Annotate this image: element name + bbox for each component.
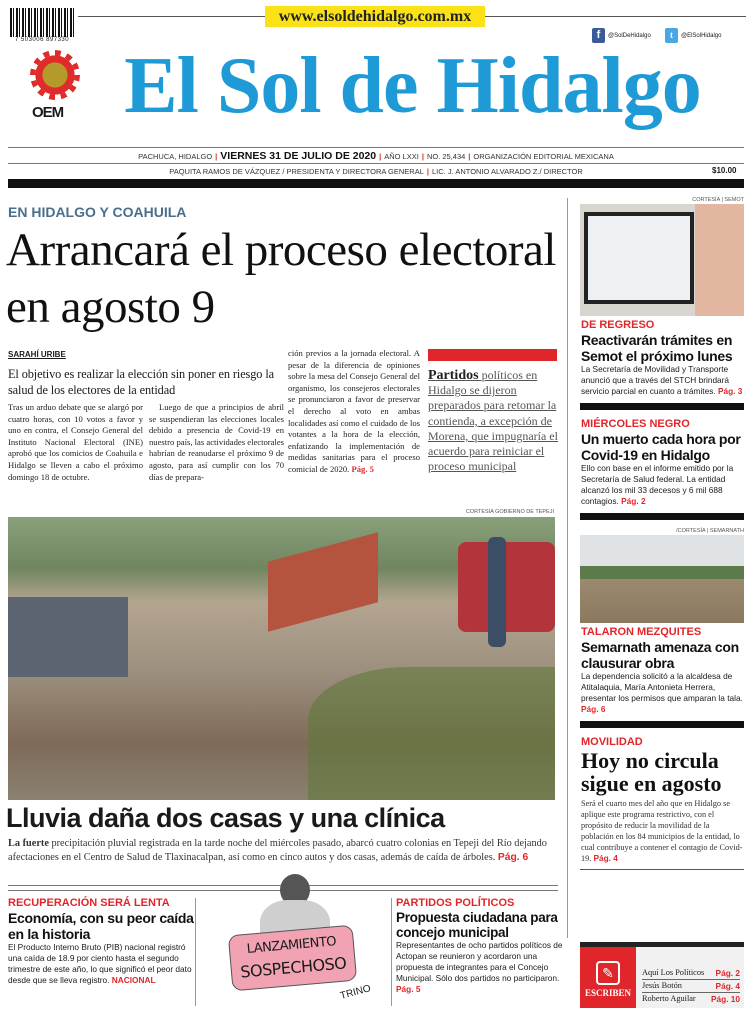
divider [8,147,744,148]
facebook-icon: f [592,28,605,43]
website-url[interactable]: www.elsoldehidalgo.com.mx [265,6,485,27]
sun-logo-icon [30,50,80,100]
black-bar [580,513,744,520]
flood-photo[interactable] [8,517,555,800]
divider [580,869,744,870]
semarnath-photo[interactable] [580,535,744,623]
story-propuesta: PARTIDOS POLÍTICOS Propuesta ciudadana para concejo municipal Representantes de ocho partidos políticos de Actopan se reunieron y acordaron una propuesta de integrantes para el Concejo Municipal. Sólo dos partidos no participaron. Pág. 5 [396,897,563,994]
lead-left-block [8,349,284,483]
lead-column-1: Tras un arduo debate que se alargó por cuatro horas, con 10 votos a favor y uno en contra, el Consejo General del Instituto Nacional Electoral (INE) aprobó que los comicios de Coahuila e Hidalgo se lleven a cabo el próximo domingo 18 de octubre. [8,402,143,482]
price: $10.00 [712,166,737,175]
sidebar-partidos[interactable]: Partidos políticos en Hidalgo se dijeron preparados para retomar la contienda, a excepción de Morena, que impugnaría el acuerdo para reiniciar el proceso municipal [428,368,558,474]
story-covid: MIÉRCOLES NEGRO Un muerto cada hora por Covid-19 en Hidalgo Ello con base en el informe emitido por la Secretaría de Salud federal. La entidad alcanzó los mil 33 decesos y 6 mil 688 contagios. Pág. 2 [581,418,741,506]
facebook-handle[interactable]: f @SolDeHidalgo [592,28,651,43]
newspaper-title: El Sol de Hidalgo [124,42,701,130]
cartoon-banner: LANZAMIENTO SOSPECHOSO [228,925,357,992]
photo-headline[interactable]: Lluvia daña dos casas y una clínica [6,803,445,833]
photo-caption: La fuerte precipitación pluvial registrada en la tarde noche del miércoles pasado, abarcó cuatro colonias en Tepeji del Río dejando afectaciones en el Centro de Salud de Tlaxinacalpan, así como en cinco autos y dos casas, además de caída de árboles. Pág. 6 [8,838,547,863]
page-ref[interactable]: Pág. 5 [351,463,374,474]
divider [8,163,744,164]
cartoon [200,872,390,1006]
twitter-icon: t [665,28,678,43]
photo-credit: /CORTESÍA | SEMARNATH [676,528,744,534]
lead-column-3: ción previos a la jornada electoral. A pesar de la diferencia de opiniones sobre la mesa del Consejo General del organismo, los consejeros electorales se pronunciaron a favor de preservar el derecho al voto en ambas localidades así como el cuidado de los votantes a la hora de la elección, enfatizando la implementación de medidas sanitarias para el proceso comicial de 2020. Pág. 5 [288,348,420,474]
brick-wall [268,532,378,631]
divider [195,898,196,1006]
story-economia: RECUPERACIÓN SERÁ LENTA Economía, con su peor caída en la historia El Producto Interno Bruto (PIB) nacional registró una caída de 18.9 por ciento hasta el segundo trimestre de este año, lo que significó el peor dato desde que se lleva registro. NACIONAL [8,897,194,985]
lead-headline[interactable]: Arrancará el proceso electoral en agosto 9 [6,224,556,333]
stone-wall [8,597,128,677]
sidebar-red-bar [428,349,557,361]
red-car [458,542,555,632]
columnists-list [642,967,740,1005]
divider [391,898,392,1006]
info-row: PACHUCA, HIDALGO | VIERNES 31 DE JULIO DE 2020 | AÑO LXXI | NO. 25,434 | ORGANIZACIÓN EDITORIAL MEXICANA [138,150,614,162]
staff-row: PAQUITA RAMOS DE VÁZQUEZ / PRESIDENTA Y DIRECTORA GENERAL | LIC. J. ANTONIO ALVARADO Z./ DIRECTOR [169,167,583,176]
black-bar [580,403,744,410]
cartoon-signature: TRINO [339,983,373,1002]
story-hoy-no-circula: MOVILIDAD Hoy no circula sigue en agosto Será el cuarto mes del año que en Hidalgo se aplique este programa restrictivo, con el propósito de reducir la movilidad de la población en los 84 municipios de la entidad, lo cual contribuye a contener el contagio de Covid-19. Pág. 4 [581,736,743,863]
story-semot: DE REGRESO Reactivarán trámites en Semot el próximo lunes La Secretaría de Movilidad y Transporte anunció que a través del STCH brindará servicio parcial en cuanto a trámites. Pág. 3 [581,319,743,396]
columnist-item[interactable]: Aquí Los Políticos Pág. 2 [642,968,740,978]
column-divider [567,198,568,938]
barcode-number: 7 503006 897330 [8,37,76,43]
right-column [580,197,744,870]
person [488,537,506,647]
photo-credit: CORTESÍA GOBIERNO DE TEPEJI [465,509,554,515]
escriben-box [580,942,744,1008]
columnist-item[interactable]: Roberto Aguilar Pág. 10 [642,994,740,1004]
lead-column-2: Luego de que a principios de abril se suspendieran las elecciones locales debido a presencia de Covid-19 en nuestro país, las actividades electorales habrían de reanudarse el próximo 9 de agosto, para así cumplir con los 70 días de prepara- [149,402,284,482]
byline: SARAHÍ URIBE [8,350,66,359]
photo-credit: CORTESÍA | SEMOT [692,197,744,203]
semot-photo[interactable] [580,204,744,316]
black-bar [8,179,744,188]
escriben-badge: ✎ ESCRIBEN [580,947,636,1008]
page-ref[interactable]: Pág. 6 [497,852,529,863]
lead-kicker: EN HIDALGO Y COAHUILA [8,204,187,220]
grass [308,667,555,800]
lead-deck: El objetivo es realizar la elección sin poner en riesgo la salud de los electores de la entidad [8,367,274,397]
monitor [584,212,694,304]
black-bar [580,721,744,728]
date: VIERNES 31 DE JULIO DE 2020 [220,150,377,162]
twitter-handle[interactable]: t @ElSolHidalgo [665,28,721,43]
oem-logo: OEM [32,104,64,121]
story-semarnath: TALARON MEZQUITES Semarnath amenaza con clausurar obra La dependencia solicitó a la alcaldesa de Atitalaquia, María Antonieta Herrera, presentar los permisos que amparan la tala. Pág. 6 [581,626,743,714]
pen-icon: ✎ [596,961,620,985]
columnist-item[interactable]: Jesús Botón Pág. 4 [642,981,740,991]
